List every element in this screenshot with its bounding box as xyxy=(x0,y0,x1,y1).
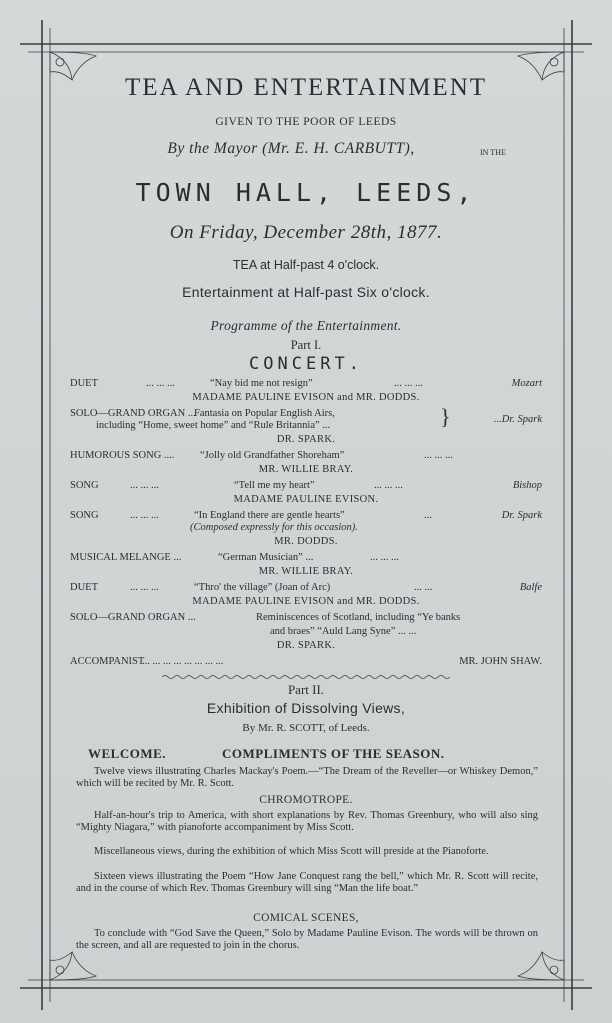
given-to-line: GIVEN TO THE POOR OF LEEDS xyxy=(215,116,397,128)
performer-line: MR. DODDS. xyxy=(274,536,338,547)
part2-by: By Mr. R. SCOTT, of Leeds. xyxy=(242,722,370,734)
in-the-label: IN THE xyxy=(480,148,506,157)
performer-line: MADAME PAULINE EVISON and MR. DODDS. xyxy=(192,392,420,403)
performer-line: MR. WILLIE BRAY. xyxy=(258,566,354,577)
venue-title: TOWN HALL, LEEDS, xyxy=(135,178,477,207)
performer-line: MADAME PAULINE EVISON. xyxy=(233,494,379,505)
paragraph-2: Half-an-hour's trip to America, with short explanations by Rev. Thomas Greenbury, who will also sing “Mighty Niagara,” with pianoforte accompaniment by Miss Scott. xyxy=(76,810,538,833)
compliments-label: COMPLIMENTS OF THE SEASON. xyxy=(222,746,445,761)
entertainment-time: Entertainment at Half-past Six o'clock. xyxy=(182,284,430,300)
paragraph-1: Twelve views illustrating Charles Mackay's Poem.—“The Dream of the Reveller—or Whiskey Demon,” which will be recited by Mr. R. Scott. xyxy=(76,766,538,789)
part1-label: Part I. xyxy=(290,338,322,352)
paragraph-4: Sixteen views illustrating the Poem “How Jane Conquest rang the bell,” which Mr. R. Scott will recite, and in the course of which Rev. Thomas Greenbury will sing “Man the life boat.” xyxy=(76,871,538,894)
chromotrope-heading: CHROMOTROPE. xyxy=(259,794,353,806)
programme-sheet: TEA AND ENTERTAINMENT GIVEN TO THE POOR OF LEEDS By the Mayor (Mr. E. H. CARBUTT), IN THE TOWN HALL, LEEDS, On Friday, December 28th, 1877. TEA at Half-past 4 o'clock. Entertainment at Half-past Six o'clock. Programme of the Entertainment. Part I. CONCERT. DUET ... ... ... “Nay bid me not resign” ... ... ... Mozart MADAME PAULINE EVISON and MR. DODDS. SOLO—GRAND ORGAN ... Fantasia on Popular English Airs, ...Dr. Spark including “Home, sweet home” and “Rule Britannia” ... } DR. SPARK. HUMOROUS SONG .... “Jolly old Grandfather Shoreham” ... ... ... MR. WILLIE BRAY. SONG ... ... ... “Tell me my heart” ... ... ... Bishop MADAME PAULINE EVISON. SONG ... ... ... “In England there are gentle hearts” ... Dr. Spark (Composed expressly for this occasion). MR. DODDS. MUSICAL MELANGE ... “German Musician” ... ... ... ... MR. WILLIE BRAY. DUET ... ... ... “Thro' the village” (Joan of Arc) ... ... Balfe MADAME PAULINE EVISON and MR. DODDS. SOLO—GRAND ORGAN ... Reminiscences of Scotland, including “Ye banks and braes” “Auld Lang Syne” ... ... DR. SPARK. ACCOMPANIST ... ... ... ... ... ... ... ... MR. JOHN SHAW. Part II. Exhibition of Dissolving Views, By Mr. R. SCOTT, of Leeds. WELCOME. COMPLIMENTS OF THE SEASON. Twelve views illustrating Charles Mackay's Poem.—“The Dream of the Reveller—or Whiskey Demon,” which will be recited by Mr. R. Scott. CHROMOTROPE. Half-an-hour's trip to America, with short explanations by Rev. Thomas Greenbury, who will also sing “Mighty Niagara,” with pianoforte accompaniment by Miss Scott. Miscellaneous views, during the exhibition of which Miss Scott will preside at the Pianoforte. Sixteen views illustrating the Poem “How Jane Conquest rang the bell,” which Mr. R. Scott will recite, and in the course of which Rev. Thomas Greenbury will sing “Man the life boat.” COMICAL SCENES, To conclude with “God Save the Queen,” Solo by Madame Pauline Evison. The words will be thrown on the screen, and all are requested to join in the chorus. xyxy=(0,0,612,1023)
programme-heading: Programme of the Entertainment. xyxy=(210,318,402,333)
brace-icon: } xyxy=(440,404,451,429)
main-title: TEA AND ENTERTAINMENT xyxy=(124,74,488,101)
part2-name: Exhibition of Dissolving Views, xyxy=(206,700,406,716)
performer-line: MADAME PAULINE EVISON and MR. DODDS. xyxy=(192,596,420,607)
performer-line: DR. SPARK. xyxy=(276,640,336,651)
performer-line: MR. WILLIE BRAY. xyxy=(258,464,354,475)
part2-label: Part II. xyxy=(287,682,325,697)
part1-name: CONCERT. xyxy=(249,354,363,374)
wavy-divider xyxy=(162,674,450,680)
paragraph-3: Miscellaneous views, during the exhibition of which Miss Scott will preside at the Pianoforte. xyxy=(94,846,489,857)
paragraph-5: To conclude with “God Save the Queen,” Solo by Madame Pauline Evison. The words will be thrown on the screen, and all are requested to join in the chorus. xyxy=(76,928,538,951)
performer-line: DR. SPARK. xyxy=(276,434,336,445)
event-date: On Friday, December 28th, 1877. xyxy=(169,222,443,243)
welcome-label: WELCOME. xyxy=(88,746,167,761)
tea-time: TEA at Half-past 4 o'clock. xyxy=(232,258,380,272)
mayor-line: By the Mayor (Mr. E. H. CARBUTT), xyxy=(167,140,415,157)
comical-heading: COMICAL SCENES, xyxy=(253,912,359,924)
